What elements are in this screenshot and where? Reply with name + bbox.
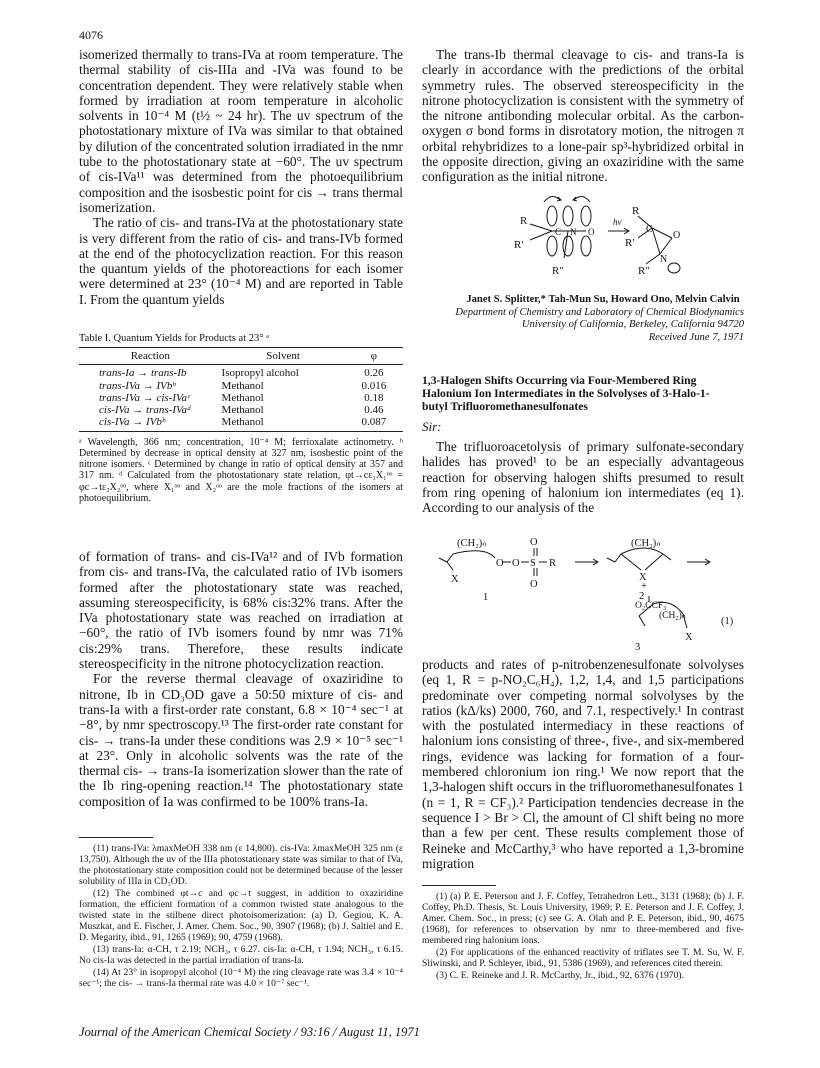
eq-label-o2ccf3: O₂CCF₃ — [635, 601, 667, 611]
received-date: Received June 7, 1971 — [648, 331, 744, 343]
orbital-lobe-icon — [581, 236, 591, 256]
left-paragraph-1: isomerized thermally to trans-IVa at room temperature. The thermal stability of cis-IIIa and -IVa was found to be concentration dependent. They were relatively stable when formed by irradiation at room temperature in alcoholic solvents in 10⁻⁴ M (t½ ~ 24 hr). The uv spectrum of the photostationary mixture of IVa was similar to that obtained by dilution of the concentrated solution irradiated in the nmr tube to the photostationary state at −60°. The uv spectrum of cis-IVa¹¹ was determined from the photoequilibrium composition and the isosbestic point for cis → trans thermal isomerization. — [79, 47, 403, 215]
table-header-solvent: Solvent — [222, 348, 345, 365]
left-paragraph-3: of formation of trans- and cis-IVa¹² and of IVb formation from cis- and trans-IVa, the calculated ratio of IVb isomers formed after the photostationary state was reached, assuming stereospecificity, is 68% cis:32% trans. After the IVa photostationary state was reached on irradiation at −60°, the ratio of IVb isomers found by nmr was 71% cis:29% trans. Therefore, these results indicate stereospecificity in the nitrone photocyclization reaction. — [79, 549, 403, 672]
right-paragraph-1: The trans-Ib thermal cleavage to cis- and trans-Ia is clearly in accordance with the predictions of the orbital symmetry rules. The observed stereospecificity in the nitrone photocyclization is consistent with the symmetry of the nitrone antibonding molecular orbital. As the carbon-oxygen σ bond forms in disrotatory motion, the nitrogen π orbital rehybridizes to a lone-pair sp³-hybridized orbital in the opposite direction, giving an oxaziridine with the same configuration as the initial nitrone. — [422, 47, 744, 185]
orbital-lobe-icon — [581, 206, 591, 226]
authors: Janet S. Splitter,* Tah-Mun Su, Howard Ono, Melvin Calvin — [466, 294, 740, 305]
table-1 — [79, 333, 403, 504]
table-cell-phi: 0.26 — [364, 367, 384, 380]
table-header-phi: φ — [345, 348, 403, 365]
right-paragraph-2-block — [422, 439, 744, 515]
table-row — [79, 404, 403, 416]
page-number: 4076 — [79, 28, 103, 42]
salutation: Sir: — [422, 419, 442, 434]
journal-footer: Journal of the American Chemical Society / 93:16 / August 11, 1971 — [79, 1025, 420, 1039]
eq-label-ch2n-1: (CH₂)ₙ — [457, 538, 487, 549]
compound-label-2: 2 — [639, 591, 645, 602]
table-header-reaction: Reaction — [79, 348, 222, 365]
right-paragraph-3-block — [422, 657, 744, 871]
table-cell-phi: 0.18 — [364, 391, 384, 404]
scheme-product-c: C — [646, 224, 653, 235]
orbital-lobe-icon — [563, 206, 573, 226]
quantum-yield-table — [79, 347, 403, 432]
compound-label-3: 3 — [635, 642, 641, 652]
eq-label-ch2n-2: (CH₂)ₙ — [631, 538, 661, 549]
table-cell-phi: 0.46 — [364, 404, 384, 417]
affiliation-line-2: University of California, Berkeley, California 94720 — [521, 319, 744, 331]
eq-label-o-2: O — [512, 558, 520, 569]
table-cell-solvent: Methanol — [221, 391, 264, 404]
affiliation-line-1: Department of Chemistry and Laboratory of Chemical Biodynamics — [455, 306, 744, 318]
table-cell-reaction: cis-IVa → IVbᵇ — [79, 416, 222, 431]
left-paragraph-2: The ratio of cis- and trans-IVa at the photostationary state is very different from the ratio of cis- and trans-IVb formed at the end of the photocyclization reaction. For this reason the quantum yields of the photoreactions for each isomer were determined at 23° (10⁻⁴ M) and are reported in Table I. From the quantum yields — [79, 215, 403, 307]
scheme-label-r-double-prime: R″ — [552, 265, 564, 277]
scheme-label-c: C — [555, 227, 562, 237]
footnote-13: (13) trans-Ia: α-CH, τ 2.19; NCH₃, τ 6.27. cis-Ia: α-CH, τ 1.94; NCH₃, τ 6.15. No cis-Ia was detected in the partial irradiation of trans-Ia. — [79, 944, 403, 966]
right-paragraph-3: products and rates of p-nitrobenzenesulfonate solvolyses (eq 1, R = p-NO₂C₆H₄), 1,2, 1,4, and 1,5 participations predominate over competing normal solvolyses by the ratios (kΔ/ks) 2000, 760, and 7.1, respectively.¹ In contrast with the postulated intermediacy in these reactions of halonium ions consisting of three-, five-, and six-membered rings, evidence was lacking for formation of a four-membered chloronium ion ring.¹ We now report that the 1,3-halogen shift occurs in the trifluoromethanesulfonates 1 (n = 1, R = CF₃).² Participation tendencies decrease in the sequence I > Br > Cl, the amount of Cl shift being no more than a few per cent. These results complement those of Reineke and McCarthy,³ who have reported a 1,3-bromine migration — [422, 657, 744, 871]
table-row — [79, 380, 403, 392]
table-cell-reaction: trans-IVa → IVbᵇ — [99, 379, 176, 392]
footnote-11: (11) trans-IVa: λmaxMeOH 338 nm (ε 14,800). cis-IVa: λmaxMeOH 325 nm (ε 13,750). Although the uv of the IIIa photostationary state was similar to that of IVa, the photostationary state composition could not be determined because of the lesser solubility of IIIa in CD₃OD. — [79, 843, 403, 887]
scheme-product-r-double-prime: R″ — [638, 265, 650, 277]
scheme-label-r-prime: R′ — [514, 239, 524, 251]
table-title: Table I. Quantum Yields for Products at 23° ᵃ — [79, 333, 269, 344]
scheme-product-o: O — [673, 230, 681, 241]
eq-label-o-3: O — [530, 537, 538, 548]
table-cell-reaction: cis-IVa → trans-IVaᵈ — [99, 404, 191, 417]
nitrone-orbital-scheme — [500, 188, 700, 283]
table-cell-reaction: trans-IVa → cis-IVaᶜ — [99, 391, 190, 404]
right-footnotes — [422, 891, 744, 982]
orbital-lobe-icon — [547, 206, 557, 226]
scheme-label-n: N — [570, 227, 577, 237]
table-cell-phi: 0.016 — [361, 379, 387, 392]
table-row — [79, 416, 403, 431]
right-paragraph-2: The trifluoroacetolysis of primary sulfonate-secondary halides has proved¹ to be an especially advantageous reaction for observing halogen shifts presumed to result from ring opening of halonium ion intermediates (eq 1). According to our analysis of the — [422, 439, 744, 516]
eq-label-r: R — [549, 558, 557, 569]
eq-label-x-2: X — [639, 572, 647, 583]
table-footnote: ᵃ Wavelength, 366 nm; concentration, 10⁻⁴ M; ferrioxalate actinometry. ᵇ Determined by decrease in optical density at 327 nm, isosbestic point of the nitrone isomers. ᶜ Determined by change in ratio of optical density at 357 and 317 nm. ᵈ Calculated from the photostationary state relation, φt→cε₁X₁ᵒᵒ = φc→tε₂X₂ᵒᵒ, where X₁ᵒᵒ and X₂ᵒᵒ are the mole fractions of the isomers at photoequilibrium. — [79, 436, 403, 504]
eq-label-plus: + — [641, 581, 647, 592]
left-column-bottom — [79, 549, 403, 809]
footnote-divider-left — [79, 837, 153, 838]
table-row — [79, 365, 403, 380]
table-cell-solvent: Methanol — [221, 404, 264, 417]
table-cell-solvent: Isopropyl alcohol — [221, 367, 299, 380]
author-block — [422, 294, 744, 344]
eq-label-x-3: X — [685, 632, 693, 643]
compound-label-1: 1 — [483, 592, 489, 603]
scheme-product-r: R — [632, 205, 640, 217]
footnote-12: (12) The combined φt→c and φc→t suggest, in addition to oxaziridine formation, the efficient formation of a common twisted state analogous to the twisted state in the stilbene direct photoisomerization: (a) D. Gegiou, K. A. Muszkat, and E. Fischer, J. Amer. Chem. Soc., 90, 3907 (1968); (b) J. Saltiel and E. D. Megarity, ibid., 91, 1265 (1969); 90, 4759 (1968). — [79, 888, 403, 943]
eq-label-x-1: X — [451, 574, 459, 585]
scheme-label-o: O — [588, 227, 595, 237]
footnote-3: (3) C. E. Reineke and J. R. McCarthy, Jr., ibid., 92, 6376 (1970). — [436, 970, 684, 981]
table-cell-solvent: Methanol — [222, 416, 345, 431]
table-cell-solvent: Methanol — [221, 379, 264, 392]
left-footnotes — [79, 843, 403, 990]
footnote-1: (1) (a) P. E. Peterson and J. F. Coffey, Tetrahedron Lett., 3131 (1968); (b) J. F. Coffey, Ph.D. Thesis, St. Louis University, 1969; P. E. Peterson and J. F. Coffey, J. Amer. Chem. Soc., in press; (c) see G. A. Olah and P. E. Peterson, ibid., 90, 4675 (1968), for references to observation by nmr to three-membered and five-membered ring halonium ions. — [422, 891, 744, 946]
footnote-14: (14) At 23° in isopropyl alcohol (10⁻⁴ M) the ring cleavage rate was 3.4 × 10⁻⁴ sec⁻¹; the cis- → trans-Ia thermal rate was 4.0 × 10⁻⁷ sec⁻¹. — [79, 967, 403, 989]
equation-1-scheme — [425, 532, 745, 652]
eq-label-o-1: O — [496, 558, 504, 569]
equation-number: (1) — [721, 616, 734, 627]
scheme-product-r-prime: R′ — [625, 237, 635, 249]
scheme-label-r: R — [520, 215, 528, 227]
table-cell-reaction: trans-Ia → trans-Ib — [99, 367, 187, 380]
table-row — [79, 392, 403, 404]
footnote-2: (2) For applications of the enhanced reactivity of triflates see T. M. Su, W. F. Sliwinski, and P. Schleyer, ibid., 91, 5386 (1969), and references cited therein. — [422, 947, 744, 969]
right-column-top — [422, 47, 744, 185]
left-column-top — [79, 47, 403, 307]
scheme-product-n: N — [660, 254, 668, 265]
footnote-divider-right — [422, 885, 496, 886]
scheme-label-hv: hν — [613, 217, 622, 227]
eq-label-o-4: O — [530, 579, 538, 590]
table-cell-phi: 0.087 — [345, 416, 403, 431]
left-paragraph-4: For the reverse thermal cleavage of oxaziridine to nitrone, Ib in CD₃OD gave a 50:50 mixture of cis- and trans-Ia with a first-order rate constant, 6.8 × 10⁻⁴ sec⁻¹ at −8°, by nmr spectroscopy.¹³ The first-order rate constant for cis- → trans-Ia under these conditions was 2.9 × 10⁻⁵ sec⁻¹ at 23°. Only in alcoholic solvents was the rate of the thermal cis- → trans-Ia isomerization slower than the rate of the Ib ring-opening reaction.¹⁴ The photostationary state composition of Ia was confirmed to be 100% trans-Ia. — [79, 671, 403, 809]
article-title: 1,3-Halogen Shifts Occurring via Four-Membered Ring Halonium Ion Intermediates in the Solvolyses of 3-Halo-1-butyl Trifluoromethanesulfonates — [422, 374, 710, 413]
eq-label-s: S — [530, 558, 536, 569]
lone-pair-lobe-icon — [668, 263, 680, 273]
eq-label-ch2n-3: (CH₂)ₙ — [659, 611, 686, 621]
orbital-lobe-icon — [547, 236, 557, 256]
